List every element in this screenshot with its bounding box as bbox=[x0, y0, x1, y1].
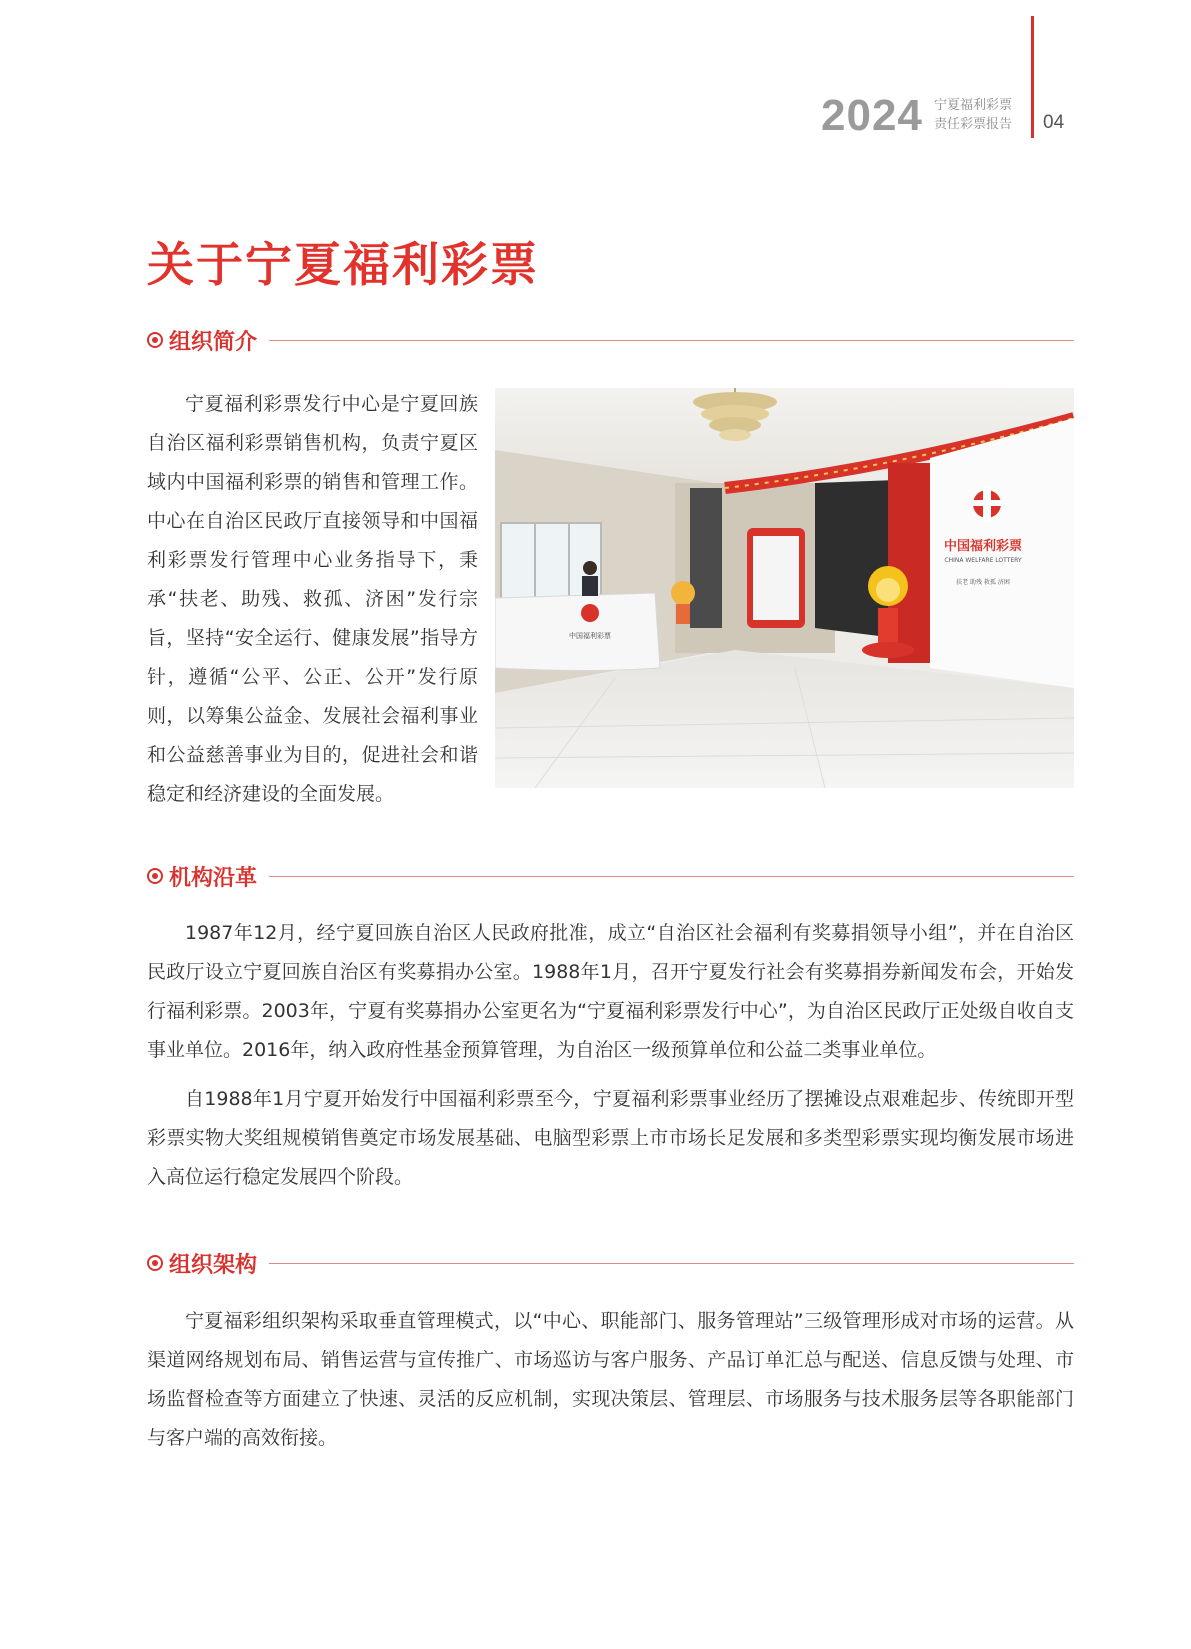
section-title: 组织简介 bbox=[169, 329, 258, 355]
lobby-photo-illustration bbox=[495, 388, 1074, 788]
target-icon bbox=[147, 1255, 163, 1271]
structure-paragraph: 宁夏福彩组织架构采取垂直管理模式，以“中心、职能部门、服务管理站”三级管理形成对市场的运营。从渠道网络规划布局、销售运营与宣传推广、市场巡访与客户服务、产品订单汇总与配送、信息反馈与处理、市场监督检查等方面建立了快速、灵活的反应机制，实现决策层、管理层、市场服务与技术服务层等各职能部门与客户端的高效衔接。 bbox=[147, 1310, 1074, 1449]
section-title: 机构沿革 bbox=[169, 865, 258, 891]
header-year: 2024 bbox=[821, 91, 923, 140]
intro-paragraph: 宁夏福利彩票发行中心是宁夏回族自治区福利彩票销售机构，负责宁夏区域内中国福利彩票的销售和管理工作。中心在自治区民政厅直接领导和中国福利彩票发行管理中心业务指导下，秉承“扶老、助残、救孤、济困”发行宗旨，坚持“安全运行、健康发展”指导方针，遵循“公平、公正、公开”发行原则，以筹集公益金、发展社会福利事业和公益慈善事业为目的，促进社会和谐稳定和经济建设的全面发展。 bbox=[147, 393, 478, 805]
desk-text: 中国福利彩票 bbox=[569, 632, 611, 640]
header-subtitle-line1: 宁夏福利彩票 bbox=[934, 98, 1013, 113]
header-subtitle-line2: 责任彩票报告 bbox=[934, 117, 1013, 132]
page-number: 04 bbox=[1043, 112, 1065, 133]
sign-subtext: CHINA WELFARE LOTTERY bbox=[944, 557, 1022, 564]
sign-text: 中国福利彩票 bbox=[943, 539, 1023, 554]
header-divider bbox=[1031, 16, 1034, 138]
section-divider bbox=[269, 876, 1074, 877]
section-divider bbox=[269, 340, 1074, 341]
section-heading-history bbox=[147, 860, 1074, 892]
header-subtitle bbox=[934, 96, 1012, 134]
history-paragraph-2: 自1988年1月宁夏开始发行中国福利彩票至今，宁夏福利彩票事业经历了摆摊设点艰难起步、传统即开型彩票实物大奖组规模销售奠定市场发展基础、电脑型彩票上市市场长足发展和多类型彩票实现均衡发展市场进入高位运行稳定发展四个阶段。 bbox=[147, 1088, 1074, 1188]
section-heading-intro bbox=[147, 324, 1074, 356]
section-title: 组织架构 bbox=[169, 1252, 258, 1278]
lobby-photo bbox=[495, 388, 1074, 788]
sign-tagline: 扶老 助残 救孤 济困 bbox=[956, 579, 1010, 586]
target-icon bbox=[147, 332, 163, 348]
section-heading-structure bbox=[147, 1247, 1074, 1279]
page-title: 关于宁夏福利彩票 bbox=[147, 238, 539, 293]
section-divider bbox=[269, 1263, 1074, 1264]
target-icon bbox=[147, 868, 163, 884]
history-paragraph-1: 1987年12月，经宁夏回族自治区人民政府批准，成立“自治区社会福利有奖募捐领导小组”，并在自治区民政厅设立宁夏回族自治区有奖募捐办公室。1988年1月，召开宁夏发行社会有奖募捐券新闻发布会，开始发行福利彩票。2003年，宁夏有奖募捐办公室更名为“宁夏福利彩票发行中心”，为自治区民政厅正处级自收自支事业单位。2016年，纳入政府性基金预算管理，为自治区一级预算单位和公益二类事业单位。 bbox=[147, 922, 1074, 1061]
